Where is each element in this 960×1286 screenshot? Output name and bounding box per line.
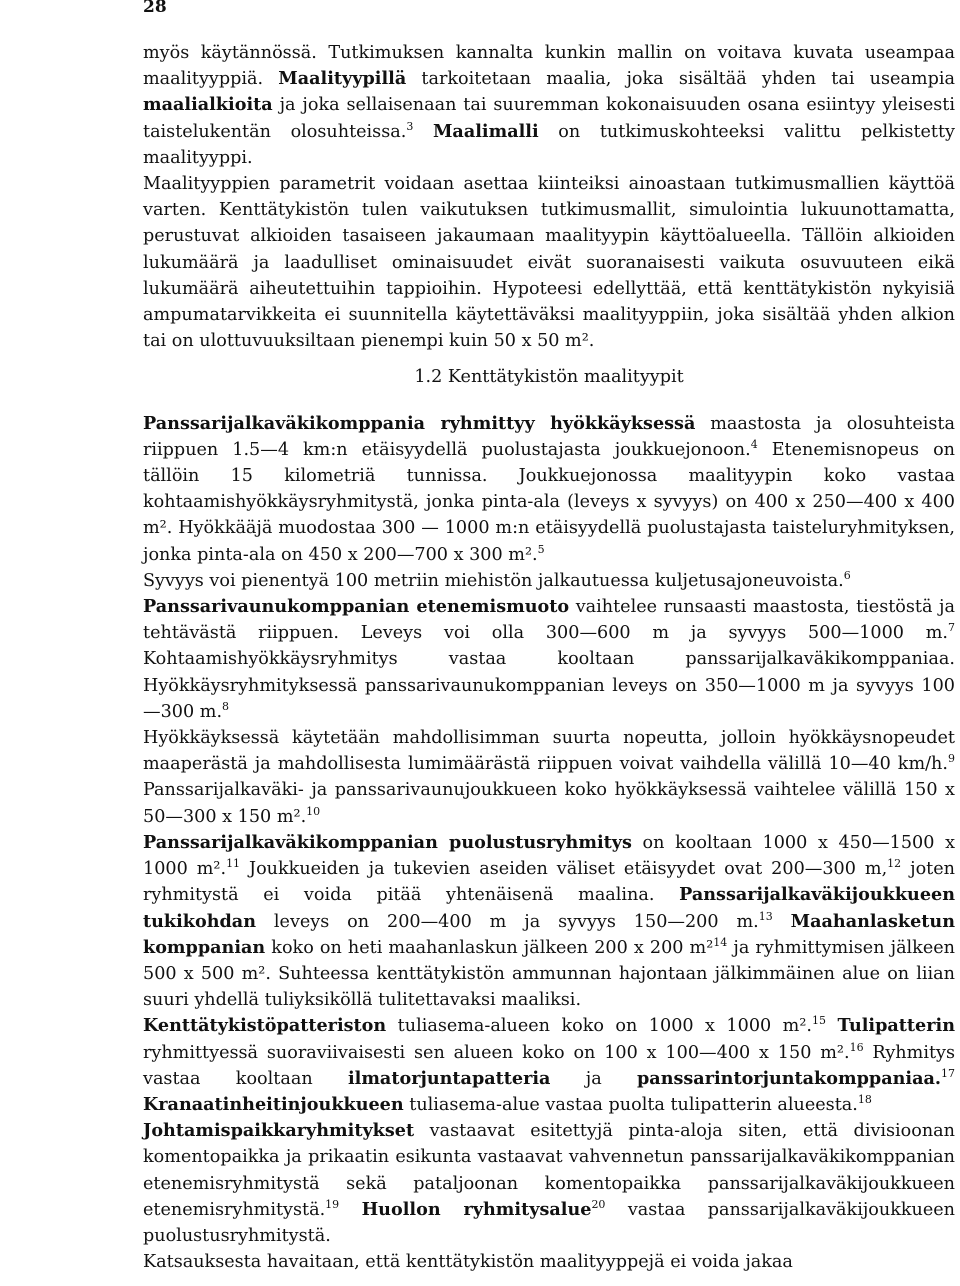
footnote-ref: 17 (941, 1066, 955, 1080)
footnote-ref: 5 (537, 542, 545, 556)
bold-term: Kenttätykistöpatteriston (143, 1015, 387, 1037)
page-number: 28 (143, 0, 167, 17)
footnote-ref: 15 (812, 1014, 826, 1028)
bold-term: Maalityypillä (278, 68, 407, 90)
text-run: myös käytännössä. Tutkimuksen kannalta kunkin mallin on voitava kuvata useampaa maalityyppiä. (143, 43, 955, 90)
footnote-ref: 8 (222, 700, 230, 714)
text-run: vastaavat esitettyjä pinta-aloja siten, että divisioonan komentopaikka ja prikaatin esikunta vastaavat vahvennetun panssarijalkaväkikomppanian etenemisryhmitystä sekä pataljoonan komentopaikka panssarijalkaväkijoukkueen etenemisryhmitystä. (143, 1121, 955, 1220)
bold-term: maalialkioita (143, 94, 273, 116)
text-run: Ryhmitys vastaa kooltaan (143, 1042, 955, 1089)
paragraph-7 (143, 830, 955, 1013)
text-run: koko on heti maahanlaskun jälkeen 200 x 200 m² (265, 937, 714, 958)
text-run: Joukkueiden ja tukevien aseiden väliset etäisyydet ovat 200—300 m, (240, 859, 888, 880)
bold-term: Tulipatterin (837, 1015, 955, 1037)
footnote-ref: 18 (857, 1093, 872, 1107)
text-run: ja ryhmittymisen jälkeen 500 x 500 m². Suhteessa kenttätykistön ammunnan hajontaan jälkimmäinen alue on liian suuri yhdellä tuliyksiköllä tulitettavaksi maaliksi. (143, 937, 955, 1011)
footnote-ref: 7 (948, 621, 955, 635)
text-run: Syvyys voi pienentyä 100 metriin miehistön jalkautuessa kuljetusajoneuvoista. (143, 570, 844, 591)
bold-term: ilmatorjuntapatteria (347, 1067, 551, 1089)
paragraph-1 (143, 40, 955, 171)
footnote-ref: 4 (750, 437, 758, 451)
text-run: tuliasema-alue vastaa puolta tulipatterin alueesta. (403, 1094, 858, 1115)
footnote-ref: 20 (591, 1197, 606, 1211)
page-body (143, 40, 955, 1275)
paragraph-5 (143, 594, 955, 725)
footnote-ref: 19 (325, 1197, 340, 1211)
footnote-ref: 13 (758, 909, 773, 923)
paragraph-3 (143, 411, 955, 568)
text-run: Maalityyppien parametrit voidaan asettaa kiinteiksi ainoastaan tutkimusmallien käyttöä varten. Kenttätykistön tulen vaikutuksen tutkimusmallit, simulointia lukuunottamatta, perustuvat alkioiden tasaiseen jakaumaan maalityypin käyttöalueella. Tällöin alkioiden lukumäärä ja laadulliset ominaisuudet eivät suoranaisesti vaikuta osuvuuteen eikä lukumäärä aiheutettuihin tappioihin. Hypoteesi edellyttää, että kenttätykistön nykyisiä ampumatarvikkeita ei suunnitella käytettäväksi maalityyppiin, joka sisältää yhden alkion tai on ulottuvuuksiltaan pienempi kuin 50 x 50 m². (143, 174, 955, 352)
spacer (143, 401, 955, 411)
footnote-ref: 10 (306, 804, 321, 818)
footnote-ref: 14 (713, 935, 728, 949)
text-run: Panssarijalkaväki- ja panssarivaunujoukkueen koko hyökkäyksessä vaihtelee välillä 150 x 50—300 x 150 m². (143, 780, 955, 827)
section-heading: 1.2 Kenttätykistön maalityypit (414, 367, 684, 388)
bold-term: Panssarijalkaväkikomppania ryhmittyy hyökkäyksessä (143, 412, 696, 434)
text-run: Kohtaamishyökkäysryhmitys vastaa kooltaan panssarijalkaväkikomppaniaa. Hyökkäysryhmityksessä panssarivaunukomppanian leveys on 350—1000 m ja syvyys 100—300 m. (143, 649, 955, 722)
text-run (339, 1200, 361, 1220)
paragraph-6 (143, 725, 955, 830)
paragraph-10 (143, 1249, 955, 1275)
footnote-ref: 11 (226, 857, 241, 871)
text-run: Etenemisnopeus on tällöin 15 kilometriä tunnissa. Joukkuejonossa maalityypin koko vastaa kohtaamishyökkäysryhmitystä, jonka pinta-ala (leveys x syvyys) on 400 x 250—400 x 400 m². Hyökkääjä muodostaa 300 — 1000 m:n etäisyydellä puolustajasta taisteluryhmityksen, jonka pinta-ala on 450 x 200—700 x 300 m². (143, 439, 955, 565)
paragraph-8 (143, 1013, 955, 1118)
bold-term: Panssarijalkaväkijoukkueen tukikohdan (143, 884, 955, 932)
text-run: ja (550, 1068, 637, 1089)
footnote-ref: 9 (948, 752, 955, 766)
text-run (826, 1016, 837, 1036)
paragraph-2 (143, 171, 955, 354)
bold-term: Maahanlasketun komppanian (143, 910, 955, 958)
footnote-ref: 16 (849, 1040, 864, 1054)
text-run (413, 122, 433, 142)
bold-term: Johtamispaikkaryhmitykset (143, 1120, 415, 1142)
footnote-ref: 6 (843, 569, 851, 582)
footnote-ref: 12 (887, 857, 902, 871)
bold-term: Huollon ryhmitysalue (361, 1198, 592, 1220)
text-run: Katsauksesta havaitaan, että kenttätykistön maalityyppejä ei voida jakaa (143, 1252, 793, 1273)
text-run: leveys on 200—400 m ja syvyys 150—200 m. (256, 911, 759, 932)
text-run (773, 912, 791, 932)
text-run: Hyökkäyksessä käytetään mahdollisimman suurta nopeutta, jolloin hyökkäysnopeudet maaperästä ja mahdollisesta lumimäärästä riippuen voivat vaihdella välillä 10—40 km/h. (143, 728, 955, 775)
bold-term: Panssarivaunukomppanian etenemismuoto (143, 596, 570, 618)
text-run: vastaa panssarijalkaväkijoukkueen puolustusryhmitystä. (143, 1199, 956, 1246)
bold-term: Panssarijalkaväkikomppanian puolustusryhmitys (143, 831, 632, 853)
text-run: on tutkimuskohteeksi valittu pelkistetty maalityyppi. (143, 121, 956, 168)
text-run: joten ryhmitystä ei voida pitää yhtenäisenä maalina. (143, 859, 955, 906)
text-run: maastosta ja olosuhteista riippuen 1.5—4 km:n etäisyydellä puolustajasta joukkuejonoon. (143, 413, 955, 460)
paragraph-4 (143, 568, 955, 594)
bold-term: Maalimalli (432, 120, 539, 142)
text-run: ja joka sellaisenaan tai suuremman kokonaisuuden osana esiintyy yleisesti taistelukentän olosuhteissa. (143, 95, 955, 142)
bold-term: panssarintorjuntakomppaniaa. (637, 1067, 941, 1089)
footnote-ref: 3 (406, 119, 414, 133)
bold-term: Kranaatinheitinjoukkueen (143, 1093, 404, 1115)
paragraph-9 (143, 1118, 955, 1249)
text-run: vaihtelee runsaasti maastosta, tiestöstä ja tehtävästä riippuen. Leveys voi olla 300—600 m ja syvyys 500—1000 m. (143, 597, 955, 644)
text-run: tarkoitetaan maalia, joka sisältää yhden tai useampia (406, 69, 955, 90)
text-run: ryhmittyessä suoraviivaisesti sen alueen koko on 100 x 100—400 x 150 m². (143, 1042, 850, 1063)
text-run: on kooltaan 1000 x 450—1500 x 1000 m². (143, 832, 955, 880)
text-run: tuliasema-alueen koko on 1000 x 1000 m². (386, 1016, 812, 1037)
